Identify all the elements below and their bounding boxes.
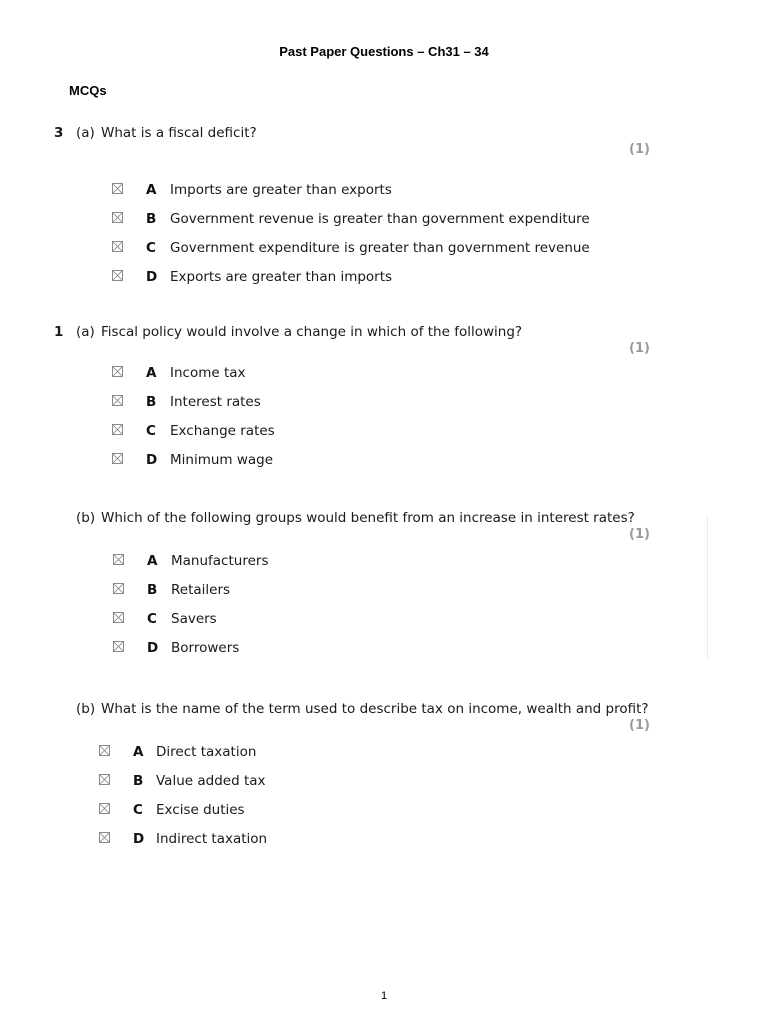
question-1b xyxy=(76,509,676,527)
option-row[interactable] xyxy=(99,801,499,819)
checkbox-icon[interactable] xyxy=(112,453,123,464)
option-letter: A xyxy=(146,365,157,381)
option-letter: A xyxy=(146,182,157,198)
option-text: Manufacturers xyxy=(171,553,269,569)
option-letter: D xyxy=(147,640,159,656)
option-letter: D xyxy=(146,452,158,468)
checkbox-icon[interactable] xyxy=(99,832,110,843)
marks-label: (1) xyxy=(629,341,650,356)
question-text: What is the name of the term used to describe tax on income, wealth and profit? xyxy=(101,701,649,717)
question-part: (a) xyxy=(76,125,95,141)
checkbox-icon[interactable] xyxy=(112,366,123,377)
checkbox-icon[interactable] xyxy=(113,641,124,652)
option-row[interactable] xyxy=(99,743,499,761)
section-label: MCQs xyxy=(69,83,107,98)
question-part: (b) xyxy=(76,701,96,717)
option-text: Interest rates xyxy=(170,394,261,410)
option-row[interactable] xyxy=(113,552,513,570)
option-letter: A xyxy=(147,553,158,569)
option-letter: C xyxy=(133,802,143,818)
option-row[interactable] xyxy=(112,268,612,286)
option-row[interactable] xyxy=(99,830,499,848)
question-2b xyxy=(76,700,676,718)
option-row[interactable] xyxy=(113,581,513,599)
option-row[interactable] xyxy=(112,451,512,469)
option-letter: C xyxy=(146,240,156,256)
option-row[interactable] xyxy=(99,772,499,790)
option-row[interactable] xyxy=(113,639,513,657)
checkbox-icon[interactable] xyxy=(112,424,123,435)
question-part: (b) xyxy=(76,510,96,526)
option-text: Excise duties xyxy=(156,802,245,818)
option-text: Exchange rates xyxy=(170,423,275,439)
checkbox-icon[interactable] xyxy=(99,803,110,814)
question-text: Which of the following groups would benefit from an increase in interest rates? xyxy=(101,510,635,526)
option-row[interactable] xyxy=(112,210,612,228)
option-row[interactable] xyxy=(112,393,512,411)
question-3a xyxy=(54,124,654,142)
question-text: Fiscal policy would involve a change in which of the following? xyxy=(101,324,523,340)
marks-label: (1) xyxy=(629,142,650,157)
option-letter: B xyxy=(146,211,157,227)
option-text: Government expenditure is greater than government revenue xyxy=(170,240,590,256)
question-1a xyxy=(54,323,654,341)
option-row[interactable] xyxy=(112,239,612,257)
page-title: Past Paper Questions – Ch31 – 34 xyxy=(279,44,489,59)
checkbox-icon[interactable] xyxy=(112,212,123,223)
checkbox-icon[interactable] xyxy=(99,774,110,785)
question-number: 3 xyxy=(54,125,64,141)
question-number: 1 xyxy=(54,324,64,340)
option-row[interactable] xyxy=(112,181,612,199)
question-part: (a) xyxy=(76,324,95,340)
option-letter: B xyxy=(147,582,158,598)
question-text: What is a fiscal deficit? xyxy=(101,125,257,141)
option-row[interactable] xyxy=(112,364,512,382)
checkbox-icon[interactable] xyxy=(113,554,124,565)
option-letter: D xyxy=(133,831,145,847)
marks-label: (1) xyxy=(629,527,650,542)
option-letter: C xyxy=(147,611,157,627)
option-text: Direct taxation xyxy=(156,744,257,760)
option-row[interactable] xyxy=(113,610,513,628)
option-text: Exports are greater than imports xyxy=(170,269,393,285)
option-text: Retailers xyxy=(171,582,231,598)
checkbox-icon[interactable] xyxy=(113,612,124,623)
option-text: Income tax xyxy=(170,365,246,381)
option-letter: A xyxy=(133,744,144,760)
option-text: Government revenue is greater than government expenditure xyxy=(170,211,590,227)
option-letter: B xyxy=(133,773,144,789)
checkbox-icon[interactable] xyxy=(113,583,124,594)
option-text: Minimum wage xyxy=(170,452,274,468)
checkbox-icon[interactable] xyxy=(112,241,123,252)
option-text: Savers xyxy=(171,611,217,627)
checkbox-icon[interactable] xyxy=(112,395,123,406)
marks-label: (1) xyxy=(629,718,650,733)
option-text: Value added tax xyxy=(156,773,266,789)
option-letter: B xyxy=(146,394,157,410)
option-letter: D xyxy=(146,269,158,285)
option-text: Imports are greater than exports xyxy=(170,182,392,198)
option-row[interactable] xyxy=(112,422,512,440)
option-text: Indirect taxation xyxy=(156,831,268,847)
page-number: 1 xyxy=(380,990,388,1002)
option-letter: C xyxy=(146,423,156,439)
checkbox-icon[interactable] xyxy=(112,270,123,281)
checkbox-icon[interactable] xyxy=(99,745,110,756)
scan-artifact-line xyxy=(707,515,708,660)
option-text: Borrowers xyxy=(171,640,240,656)
checkbox-icon[interactable] xyxy=(112,183,123,194)
